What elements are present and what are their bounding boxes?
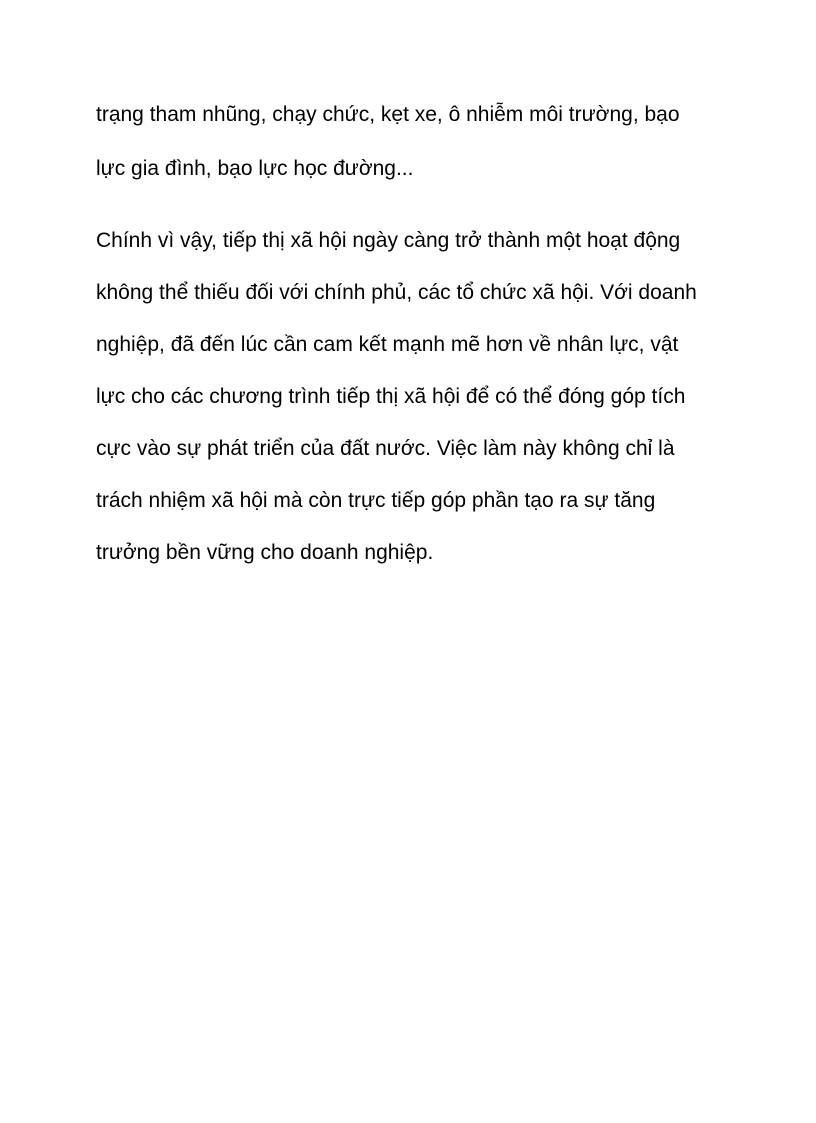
text-line: trạng tham nhũng, chạy chức, kẹt xe, ô nhiễm môi trường, bạo: [96, 103, 680, 126]
text-line: nghiệp, đã đến lúc cần cam kết mạnh mẽ hơn về nhân lực, vật: [96, 333, 679, 356]
text-line: lực cho các chương trình tiếp thị xã hội để có thể đóng góp tích: [96, 385, 686, 408]
text-line: trách nhiệm xã hội mà còn trực tiếp góp phần tạo ra sự tăng: [96, 489, 656, 512]
text-line: cực vào sự phát triển của đất nước. Việc làm này không chỉ là: [96, 437, 675, 460]
text-line: không thể thiếu đối với chính phủ, các tổ chức xã hội. Với doanh: [96, 281, 697, 304]
text-line: Chính vì vậy, tiếp thị xã hội ngày càng trở thành một hoạt động: [96, 229, 681, 252]
text-line: lực gia đình, bạo lực học đường...: [96, 157, 414, 180]
text-line: trưởng bền vững cho doanh nghiệp.: [96, 541, 434, 564]
